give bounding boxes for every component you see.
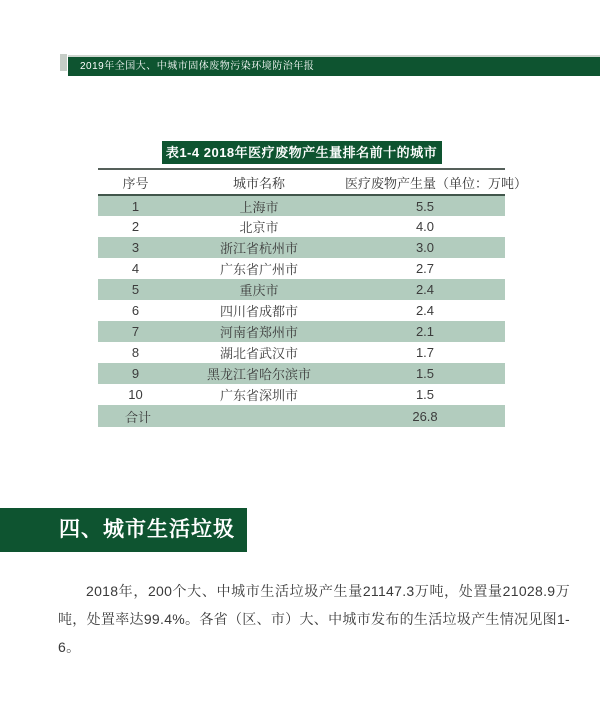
table-row: [98, 237, 505, 258]
value-cell: 1.5: [415, 366, 435, 381]
city-cell: 重庆市: [239, 283, 279, 298]
value-cell: 1.7: [415, 345, 435, 360]
table-row: [98, 384, 505, 405]
rank-cell: 5: [131, 282, 140, 297]
table-row: [98, 195, 505, 216]
value-cell: 2.4: [415, 303, 435, 318]
table-1-4: [98, 168, 528, 427]
city-cell: 北京市: [239, 220, 279, 235]
value-cell: 2.7: [415, 261, 435, 276]
running-header: 2019年全国大、中城市固体废物污染环境防治年报: [68, 55, 600, 76]
city-cell: 河南省郑州市: [219, 325, 298, 340]
rank-cell: 1: [131, 198, 140, 214]
col-header-rank: 序号: [98, 169, 173, 195]
rank-cell: 6: [131, 303, 140, 318]
rank-cell: 4: [131, 261, 140, 276]
table-row: [98, 321, 505, 342]
city-cell: 广东省深圳市: [219, 388, 298, 403]
table-header-row: [98, 169, 505, 195]
rank-cell: 10: [128, 387, 143, 402]
body-paragraph: 2018年，200个大、中城市生活垃圾产生量21147.3万吨，处置量21028.9万吨，处置率达99.4%。各省（区、市）大、中城市发布的生活垃圾产生情况见图1-6。: [58, 583, 570, 655]
rank-cell: 9: [131, 366, 140, 381]
table-row: [98, 216, 505, 237]
city-cell: 黑龙江省哈尔滨市: [206, 367, 311, 382]
city-cell: 四川省成都市: [219, 304, 298, 319]
city-cell: 广东省广州市: [219, 262, 298, 277]
value-cell: 1.5: [415, 387, 435, 402]
total-value: 26.8: [412, 408, 438, 424]
col-header-city: 城市名称: [173, 169, 345, 195]
value-cell: 4.0: [415, 219, 435, 234]
table-total-row: [98, 405, 505, 427]
table-row: [98, 300, 505, 321]
table-row: [98, 258, 505, 279]
table-row: [98, 342, 505, 363]
rank-cell: 3: [131, 240, 140, 255]
table-row: [98, 279, 505, 300]
value-cell: 3.0: [415, 240, 435, 255]
table-title: 表1-4 2018年医疗废物产生量排名前十的城市: [162, 141, 442, 164]
rank-cell: 2: [131, 219, 140, 234]
col-header-value: 医疗废物产生量（单位：万吨）: [345, 169, 505, 195]
runhead-tab-mark: [60, 54, 67, 71]
rank-cell: 7: [131, 324, 140, 339]
rank-cell: 8: [131, 345, 140, 360]
city-cell: 湖北省武汉市: [219, 346, 298, 361]
value-cell: 2.1: [415, 324, 435, 339]
medical-waste-table: [98, 141, 528, 427]
value-cell: 2.4: [415, 282, 435, 297]
total-city-cell: [173, 405, 345, 427]
value-cell: 5.5: [415, 198, 435, 214]
city-cell: 浙江省杭州市: [219, 241, 298, 256]
city-cell: 上海市: [239, 199, 279, 215]
total-label: 合计: [125, 409, 152, 425]
table-row: [98, 363, 505, 384]
section-heading-banner: 四、城市生活垃圾: [0, 508, 247, 552]
